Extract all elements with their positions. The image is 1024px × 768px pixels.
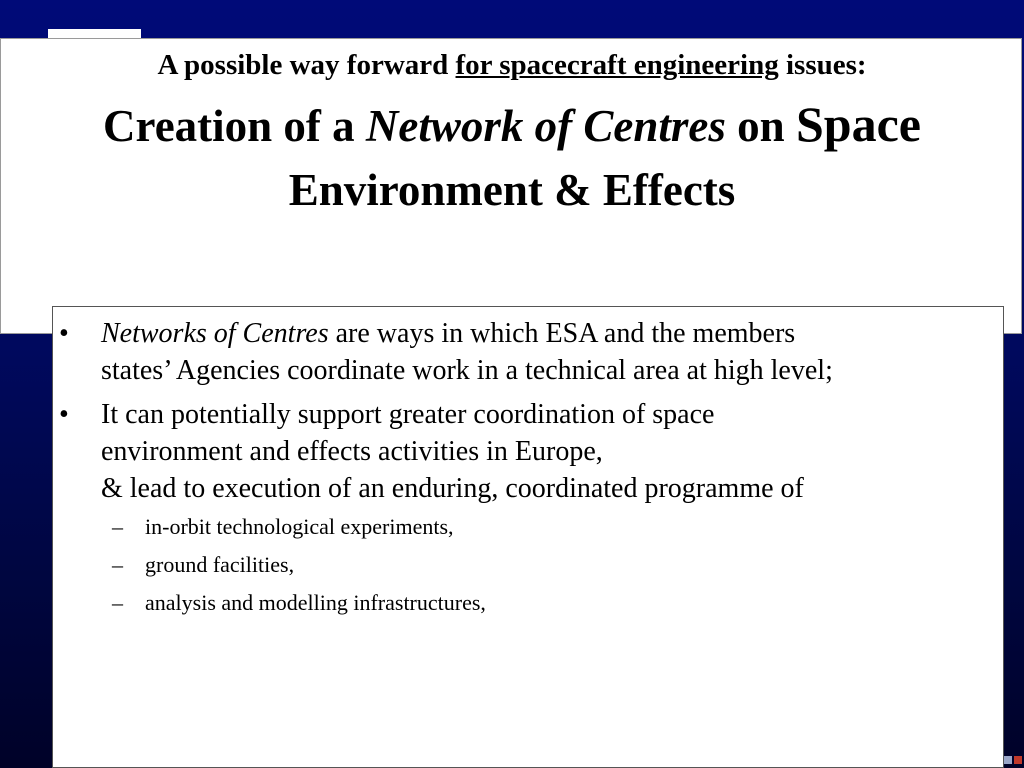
- subtitle-prefix: A possible way forward: [157, 49, 456, 81]
- bullet-1-rest: are ways in which ESA and the members: [328, 318, 796, 349]
- bullet-2-line-1: It can potentially support greater coordination of space: [101, 399, 715, 430]
- dash-icon: –: [112, 590, 123, 615]
- bullet-text-1: [101, 315, 1001, 389]
- title-line-1: [0, 92, 1024, 158]
- subtitle-underlined-text: for spacecraft engineering: [455, 49, 779, 81]
- bullet-text-2: [101, 396, 1001, 507]
- slide-title: [0, 92, 1024, 222]
- bullet-1-line-1: [101, 315, 1001, 352]
- content-panel: [52, 306, 1004, 768]
- bullet-icon: •: [59, 399, 69, 430]
- bullet-2-line-2: environment and effects activities in Europe,: [101, 436, 603, 467]
- sub-item-text: analysis and modelling infrastructures,: [145, 590, 486, 615]
- corner-logo-icon: [1004, 756, 1022, 764]
- bullet-1-line-2: states’ Agencies coordinate work in a technical area at high level;: [101, 355, 833, 386]
- subtitle-suffix: issues:: [778, 49, 867, 81]
- title-space: Space: [795, 96, 921, 152]
- title-part-2: on: [725, 101, 796, 151]
- bullet-icon: •: [59, 318, 69, 349]
- bullet-2-line-3: & lead to execution of an enduring, coordinated programme of: [101, 473, 804, 504]
- dash-icon: –: [112, 514, 123, 539]
- title-italic: Network of Centres: [365, 101, 726, 151]
- slide-subtitle: [0, 48, 1024, 82]
- sub-item-text: in-orbit technological experiments,: [145, 514, 454, 539]
- title-part-1: Creation of a: [103, 101, 366, 151]
- title-tab-decoration: [48, 29, 141, 38]
- sub-item-text: ground facilities,: [145, 552, 295, 577]
- title-line-2: Environment & Effects: [288, 165, 736, 215]
- bullet-1-italic: Networks of Centres: [101, 318, 329, 349]
- dash-icon: –: [112, 552, 123, 577]
